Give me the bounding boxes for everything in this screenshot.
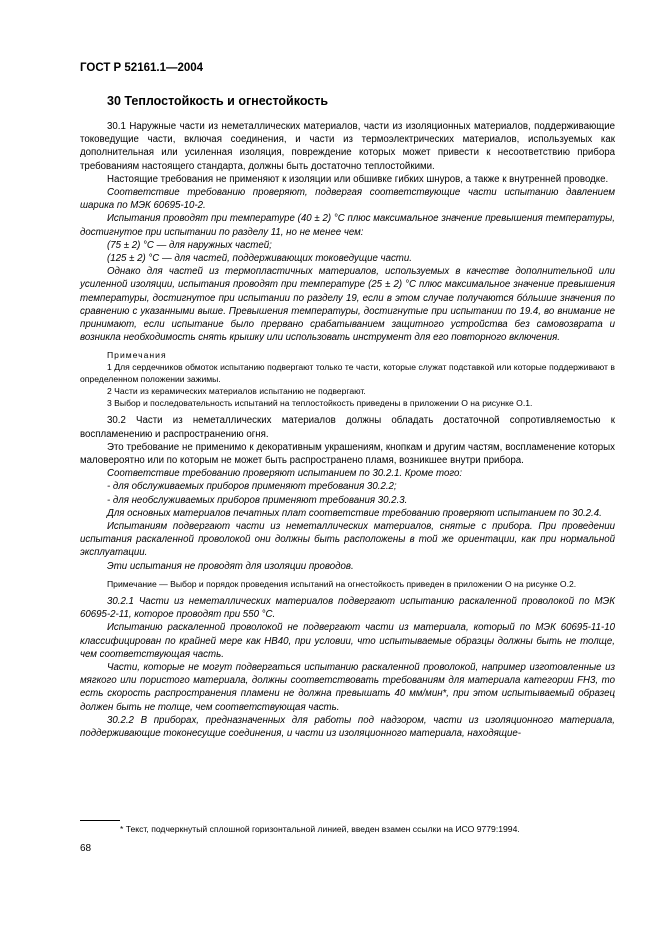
paragraph: Это требование не применимо к декоративным украшениям, кнопкам и другим частям, воспламенение которых маловероятно или по которым не может быть распространено пламя, возникшее внутри прибора. <box>80 441 615 467</box>
footnote-divider <box>80 820 120 821</box>
section-title: 30 Теплостойкость и огнестойкость <box>107 94 329 108</box>
note-item: 2 Части из керамических материалов испытанию не подвергают. <box>107 386 366 397</box>
paragraph: 30.2 Части из неметаллических материалов должны обладать достаточной сопротивляемостью к воспламенению и распространению огня. <box>80 415 615 440</box>
paragraph: 30.2.1 Части из неметаллических материалов подвергают испытанию раскаленной проволокой по МЭК 60695-2-11, которое проводят при 550 °С. <box>80 595 615 621</box>
document-body <box>80 120 615 740</box>
notes-block <box>80 349 615 409</box>
paragraph: - для обслуживаемых приборов применяют требования 30.2.2; <box>107 481 397 493</box>
paragraph: - для необслуживаемых приборов применяют требования 30.2.3. <box>107 494 408 506</box>
paragraph: Эти испытания не проводят для изоляции проводов. <box>107 560 354 572</box>
section-30-2-1 <box>80 595 615 740</box>
section-30-1 <box>80 120 615 344</box>
note-block <box>80 578 615 590</box>
paragraph: Испытаниям подвергают части из неметаллических материалов, снятые с прибора. При проведении испытания раскаленной проволокой они должны быть расположены в той же ориентации, как при нормальной эксплуатации. <box>80 521 615 559</box>
note-item: 1 Для сердечников обмоток испытанию подвергают только те части, которые служат подставкой или которые поддерживают в определенном положении зажимы. <box>80 362 615 385</box>
paragraph: Части, которые не могут подвергаться испытанию раскаленной проволокой, например изготовленные из мягкого или пористого материала, должны соответствовать требованиям для материала категории FH3, то есть скорость распространения пламени не должна превышать 40 мм/мин*, при этом испытываемый образец должен быть не толще, чем соответствующая часть. <box>80 661 615 713</box>
note-item: 3 Выбор и последовательность испытаний на теплостойкость приведены в приложении О на рисунке О.1. <box>107 398 533 409</box>
paragraph: 30.1 Наружные части из неметаллических материалов, части из изоляционных материалов, поддерживающие токоведущие части, включая соединения, и части из термоэлектрических материалов, используемых как дополнительная или усиленная изоляция, повреждение которых может привести к несоответствию прибора требованиям настоящего стандарта, должны быть достаточно теплостойкими. <box>80 121 615 172</box>
paragraph: Соответствие требованию проверяют испытанием по 30.2.1. Кроме того: <box>107 468 463 480</box>
document-header: ГОСТ Р 52161.1—2004 <box>80 62 204 74</box>
footnote: * Текст, подчеркнутый сплошной горизонтальной линией, введен взамен ссылки на ИСО 9779:1994. <box>120 824 520 834</box>
paragraph: Однако для частей из термопластичных материалов, используемых в качестве дополнительной или усиленной изоляции, испытания проводят при температуре (25 ± 2) °С плюс максимальное значение превышения температуры, достигнутое при испытании по разделу 19, если в этом случае получаются бо́льшие значения по сравнению с указанными выше. Превышения температуры, достигнутые при испытании по 19.4, во внимание не принимают, если испытание было прервано срабатыванием защитного устройства без самовозврата и возникла необходимость снять крышку или использовать инструмент для его повторного включения. <box>80 266 615 344</box>
paragraph: Настоящие требования не применяют к изоляции или обшивке гибких шнуров, а также к внутренней проводке. <box>107 173 609 185</box>
paragraph: 30.2.2 В приборах, предназначенных для работы под надзором, части из изоляционного материала, поддерживающие токонесущие соединения, и части из изоляционного материала, находящие- <box>80 714 615 739</box>
paragraph: Соответствие требованию проверяют, подвергая соответствующие части испытанию давлением шарика по МЭК 60695-10-2. <box>80 187 615 212</box>
paragraph: Для основных материалов печатных плат соответствие требованию проверяют испытанием по 30.2.4. <box>107 507 602 519</box>
note-item: Примечание — Выбор и порядок проведения испытаний на огнестойкость приведен в приложении О на рисунке О.2. <box>107 578 577 589</box>
section-30-2 <box>80 414 615 572</box>
paragraph: Испытанию раскаленной проволокой не подвергают части из материала, который по МЭК 60695-11-10 классифицирован по крайней мере как НВ40, при условии, что испытываемые образцы должны быть не толще, чем соответствующая часть. <box>80 622 615 660</box>
paragraph: (75 ± 2) °С — для наружных частей; <box>107 239 272 251</box>
notes-label: Примечания <box>107 350 167 361</box>
paragraph: Испытания проводят при температуре (40 ± 2) °С плюс максимальное значение превышения температуры, достигнутое при испытании по разделу 11, но не менее чем: <box>80 213 615 238</box>
page-number: 68 <box>80 843 92 854</box>
paragraph: (125 ± 2) °С — для частей, поддерживающих токоведущие части. <box>107 253 412 265</box>
